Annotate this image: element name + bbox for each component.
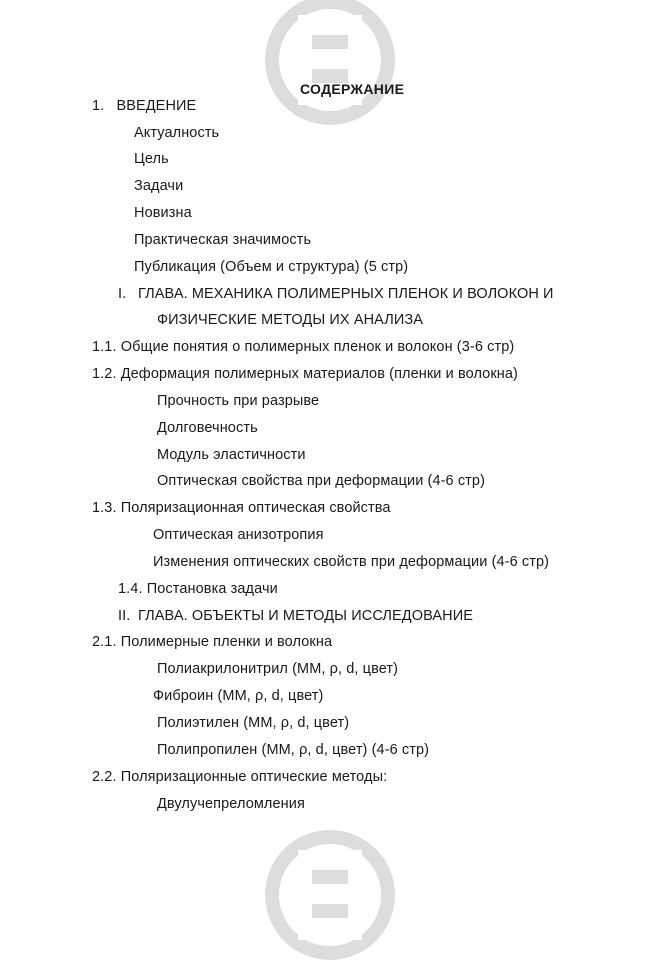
toc-chapter1-heading-cont: ФИЗИЧЕСКИЕ МЕТОДЫ ИХ АНАЛИЗА: [157, 312, 424, 328]
toc-item: Долговечность: [157, 420, 258, 436]
toc-item: Изменения оптических свойств при деформации (4-6 стр): [153, 554, 550, 570]
toc-chapter2-heading: ГЛАВА. ОБЪЕКТЫ И МЕТОДЫ ИССЛЕДОВАНИЕ: [138, 608, 474, 624]
watermark-logo: [200, 0, 460, 125]
toc-item: Полиакрилонитрил (ММ, ρ, d, цвет): [157, 661, 399, 677]
watermark-logo: [200, 830, 460, 960]
toc-chapter1-heading: ГЛАВА. МЕХАНИКА ПОЛИМЕРНЫХ ПЛЕНОК И ВОЛОКОН И: [138, 286, 554, 302]
toc-intro-heading: [92, 97, 196, 115]
toc-intro-title: ВВЕДЕНИЕ: [116, 98, 197, 114]
toc-chapter1-number: I.: [118, 286, 127, 302]
toc-section-2-1: 2.1. Полимерные пленки и волокна: [92, 634, 333, 650]
toc-item: Полиэтилен (ММ, ρ, d, цвет): [157, 715, 350, 731]
toc-item: Новизна: [134, 205, 192, 221]
toc-section-1-2: 1.2. Деформация полимерных материалов (пленки и волокна): [92, 366, 518, 382]
toc-item: Цель: [134, 151, 169, 167]
toc-item: Модуль эластичности: [157, 447, 306, 463]
toc-item: Задачи: [134, 178, 184, 194]
toc-section-2-2: 2.2. Поляризационные оптические методы:: [92, 769, 388, 785]
toc-item: Прочность при разрыве: [157, 393, 320, 409]
toc-section-1-4: 1.4. Постановка задачи: [118, 581, 278, 597]
toc-chapter2-number: II.: [118, 608, 131, 624]
toc-item: Практическая значимость: [134, 232, 312, 248]
toc-item: Публикация (Объем и структура) (5 стр): [134, 259, 409, 275]
toc-section-1-1: 1.1. Общие понятия о полимерных пленок и волокон (3-6 стр): [92, 339, 515, 355]
toc-item: Актуалность: [134, 125, 220, 141]
toc-intro-number: 1.: [92, 98, 105, 114]
toc-item: Двулучепреломления: [157, 796, 305, 812]
page-title: СОДЕРЖАНИЕ: [300, 81, 405, 97]
toc-item: Оптическая свойства при деформации (4-6 стр): [157, 473, 486, 489]
toc-section-1-3: 1.3. Поляризационная оптическая свойства: [92, 500, 391, 516]
toc-item: Фиброин (ММ, ρ, d, цвет): [153, 688, 324, 704]
toc-item: Полипропилен (ММ, ρ, d, цвет) (4-6 стр): [157, 742, 430, 758]
toc-item: Оптическая анизотропия: [153, 527, 324, 543]
